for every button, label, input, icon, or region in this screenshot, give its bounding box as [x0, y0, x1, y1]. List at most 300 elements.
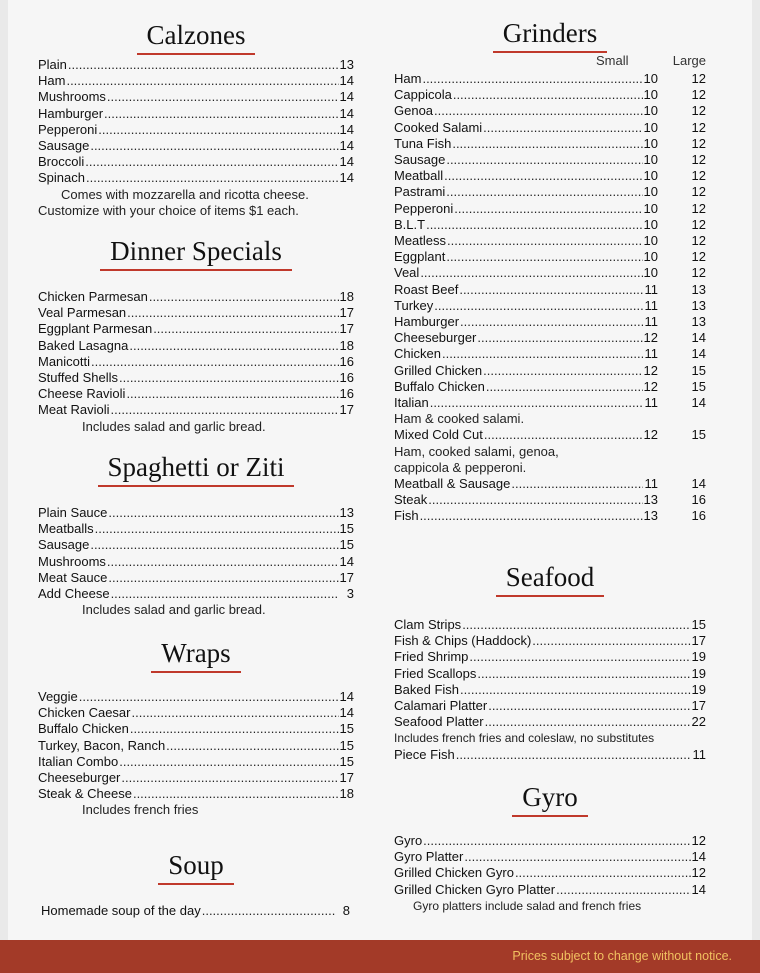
menu-item-row — [38, 570, 354, 586]
calzones-section — [38, 20, 354, 219]
dot-leader — [149, 289, 339, 305]
item-name: Meatball & Sausage — [394, 476, 511, 492]
dot-leader — [85, 154, 338, 170]
large-price: 12 — [691, 119, 706, 135]
item-price: 14 — [339, 553, 354, 569]
dot-leader — [515, 865, 691, 881]
dot-leader — [488, 698, 690, 714]
large-price: 12 — [691, 135, 706, 151]
gyro-section — [394, 782, 706, 914]
item-price: 14 — [339, 89, 354, 105]
menu-item-row — [394, 492, 706, 508]
small-price: 13 — [643, 508, 658, 524]
small-price: 10 — [643, 184, 658, 200]
menu-item-row — [38, 122, 354, 138]
dot-leader — [202, 903, 335, 919]
dot-leader — [511, 476, 643, 492]
item-name: Fried Scallops — [394, 665, 477, 681]
item-price: 19 — [691, 649, 706, 665]
small-price: 10 — [643, 152, 658, 168]
dot-leader — [95, 521, 339, 537]
dot-leader — [464, 849, 690, 865]
dot-leader — [133, 786, 339, 802]
dot-leader — [446, 152, 642, 168]
item-name: Sausage — [38, 537, 90, 553]
dot-leader — [454, 201, 642, 217]
item-name: Cheeseburger — [38, 770, 121, 786]
menu-item-row — [394, 508, 706, 524]
piece-fish-row — [394, 747, 706, 763]
mixed-cold-cut-row — [394, 427, 706, 443]
small-price: 10 — [643, 233, 658, 249]
dot-leader — [121, 770, 338, 786]
dot-leader — [430, 395, 643, 411]
menu-item-row — [394, 649, 706, 665]
item-name: Meatballs — [38, 521, 94, 537]
small-price: 10 — [643, 200, 658, 216]
large-price: 12 — [691, 152, 706, 168]
menu-item-row — [38, 305, 354, 321]
dot-leader — [469, 649, 690, 665]
grinders-size-header — [394, 53, 706, 69]
dot-leader — [442, 346, 643, 362]
item-price: 17 — [339, 569, 354, 585]
dot-leader — [556, 882, 690, 898]
dot-leader — [434, 103, 642, 119]
dot-leader — [98, 122, 338, 138]
spaghetti-heading: Spaghetti or Ziti — [38, 452, 354, 487]
item-price: 11 — [692, 746, 706, 762]
item-name: Veal — [394, 265, 420, 281]
menu-item-row — [394, 849, 706, 865]
small-price: 12 — [643, 330, 658, 346]
italian-note: Ham & cooked salami. — [394, 411, 525, 427]
item-price: 15 — [339, 537, 354, 553]
item-name: Fish — [394, 508, 419, 524]
large-price: 12 — [691, 249, 706, 265]
large-price: 13 — [691, 281, 706, 297]
dot-leader — [484, 427, 643, 443]
dot-leader — [452, 136, 642, 152]
menu-item-row — [394, 136, 706, 152]
large-price: 13 — [691, 314, 706, 330]
item-name: Grilled Chicken Gyro Platter — [394, 881, 556, 897]
footer-notice: Prices subject to change without notice. — [512, 949, 732, 963]
dot-leader — [108, 505, 338, 521]
item-price: 16 — [339, 386, 354, 402]
menu-item-row — [394, 346, 706, 362]
menu-item-row — [394, 476, 706, 492]
small-price: 10 — [643, 216, 658, 232]
large-price: 12 — [691, 87, 706, 103]
menu-item-row — [394, 882, 706, 898]
small-price: 11 — [644, 395, 658, 411]
dot-leader — [91, 354, 339, 370]
calzones-note-2: Customize with your choice of items $1 each. — [38, 202, 299, 218]
menu-item-row — [394, 282, 706, 298]
item-price: 18 — [339, 786, 354, 802]
menu-item-row — [394, 233, 706, 249]
dot-leader — [486, 379, 643, 395]
item-name: Turkey, Bacon, Ranch — [38, 737, 166, 753]
item-name: Pepperoni — [38, 121, 98, 137]
small-price: 10 — [643, 71, 658, 86]
menu-item-row — [41, 903, 350, 919]
menu-item-row — [394, 168, 706, 184]
item-price: 3 — [346, 586, 354, 602]
menu-item-row — [38, 370, 354, 386]
item-name: Grilled Chicken — [394, 362, 483, 378]
large-price: 12 — [691, 233, 706, 249]
item-price: 19 — [691, 681, 706, 697]
small-price: 12 — [643, 362, 658, 378]
dot-leader — [428, 492, 642, 508]
dot-leader — [126, 386, 338, 402]
grinders-heading: Grinders — [394, 18, 706, 53]
small-price: 11 — [644, 314, 658, 330]
item-name: Italian — [394, 395, 429, 411]
menu-item-row — [394, 71, 706, 87]
menu-item-row — [394, 152, 706, 168]
menu-item-row — [394, 395, 706, 411]
dot-leader — [434, 298, 643, 314]
dot-leader — [420, 265, 642, 281]
menu-item-row — [394, 379, 706, 395]
wraps-heading: Wraps — [38, 638, 354, 673]
item-name: Buffalo Chicken — [38, 721, 129, 737]
menu-item-row — [394, 330, 706, 346]
item-price: 17 — [339, 305, 354, 321]
dot-leader — [483, 363, 642, 379]
item-name: Gyro — [394, 833, 423, 848]
item-price: 18 — [339, 337, 354, 353]
item-name: Baked Fish — [394, 681, 460, 697]
item-price: 15 — [691, 617, 706, 632]
menu-item-row — [38, 554, 354, 570]
menu-item-row — [38, 106, 354, 122]
spaghetti-note: Includes salad and garlic bread. — [82, 602, 266, 618]
dot-leader — [119, 370, 339, 386]
item-price: 19 — [691, 665, 706, 681]
item-name: Meatless — [394, 233, 447, 249]
item-name: Mixed Cold Cut — [394, 427, 483, 443]
item-name: Add Cheese — [38, 586, 110, 602]
large-size-label: Large — [672, 53, 706, 68]
menu-item-row — [38, 505, 354, 521]
item-price: 15 — [339, 753, 354, 769]
small-price: 11 — [644, 346, 658, 362]
item-name: Buffalo Chicken — [394, 378, 485, 394]
item-price: 22 — [691, 714, 706, 730]
menu-item-row — [38, 689, 354, 705]
menu-item-row — [38, 73, 354, 89]
footer-bar — [0, 940, 760, 973]
dot-leader — [444, 168, 642, 184]
dinner-specials-list — [38, 289, 354, 419]
item-name: Meatball — [394, 168, 444, 184]
menu-item-row — [38, 521, 354, 537]
item-price: 15 — [339, 721, 354, 737]
item-name: Clam Strips — [394, 617, 462, 632]
gyro-note: Gyro platters include salad and french fries — [413, 898, 642, 913]
small-price: 10 — [643, 249, 658, 265]
dot-leader — [477, 330, 642, 346]
item-price: 8 — [342, 903, 350, 918]
grinders-section — [394, 18, 706, 525]
menu-item-row — [394, 833, 706, 849]
dot-leader — [532, 633, 690, 649]
item-name: Meat Ravioli — [38, 402, 110, 418]
item-name: B.L.T — [394, 216, 426, 232]
item-price: 15 — [339, 737, 354, 753]
item-name: Eggplant — [394, 249, 446, 265]
item-name: Cooked Salami — [394, 119, 483, 135]
item-name: Italian Combo — [38, 753, 119, 769]
menu-item-row — [394, 103, 706, 119]
spaghetti-list — [38, 505, 354, 602]
large-price: 15 — [691, 427, 706, 443]
grinders-list — [394, 71, 706, 411]
calzones-note-1: Comes with mozzarella and ricotta cheese. — [61, 186, 309, 202]
dot-leader — [423, 833, 690, 849]
menu-item-row — [38, 754, 354, 770]
menu-item-row — [394, 666, 706, 682]
item-name: Fish & Chips (Haddock) — [394, 633, 532, 649]
dot-leader — [130, 721, 339, 737]
small-price: 10 — [643, 135, 658, 151]
menu-item-row — [38, 289, 354, 305]
menu-item-row — [394, 427, 706, 443]
dot-leader — [459, 282, 643, 298]
item-name: Steak & Cheese — [38, 786, 132, 802]
menu-item-row — [394, 865, 706, 881]
menu-item-row — [394, 87, 706, 103]
soup-list — [38, 903, 354, 919]
item-name: Turkey — [394, 297, 434, 313]
dot-leader — [422, 71, 642, 87]
dot-leader — [90, 537, 338, 553]
item-price: 14 — [339, 105, 354, 121]
dot-leader — [107, 89, 339, 105]
item-price: 13 — [339, 57, 354, 72]
menu-item-row — [394, 714, 706, 730]
dot-leader — [127, 305, 338, 321]
dot-leader — [68, 57, 339, 73]
menu-item-row — [38, 354, 354, 370]
menu-item-row — [394, 314, 706, 330]
dot-leader — [477, 666, 690, 682]
item-price: 17 — [339, 321, 354, 337]
small-price: 12 — [643, 378, 658, 394]
menu-item-row — [394, 617, 706, 633]
dot-leader — [90, 138, 338, 154]
item-name: Ham — [38, 73, 66, 89]
item-price: 14 — [691, 881, 706, 897]
dinner-specials-heading: Dinner Specials — [38, 236, 354, 271]
item-price: 12 — [691, 865, 706, 881]
menu-item-row — [38, 170, 354, 186]
menu-item-row — [394, 249, 706, 265]
dot-leader — [460, 314, 643, 330]
gyro-heading: Gyro — [394, 782, 706, 817]
dot-leader — [111, 586, 339, 602]
item-price: 12 — [691, 833, 706, 848]
wraps-section — [38, 638, 354, 819]
small-price: 10 — [643, 87, 658, 103]
seafood-note: Includes french fries and coleslaw, no substitutes — [394, 731, 655, 746]
menu-item-row — [38, 721, 354, 737]
dot-leader — [456, 747, 691, 763]
item-name: Mushrooms — [38, 553, 106, 569]
dot-leader — [483, 120, 642, 136]
mixed-note-2: cappicola & pepperoni. — [394, 459, 527, 475]
menu-item-row — [394, 217, 706, 233]
menu-item-row — [394, 698, 706, 714]
menu-item-row — [38, 537, 354, 553]
gyro-list — [394, 833, 706, 898]
menu-item-row — [38, 738, 354, 754]
item-name: Eggplant Parmesan — [38, 321, 153, 337]
menu-item-row — [38, 57, 354, 73]
dot-leader — [446, 249, 642, 265]
item-name: Cheeseburger — [394, 330, 477, 346]
item-price: 14 — [339, 154, 354, 170]
large-price: 15 — [691, 362, 706, 378]
item-name: Baked Lasagna — [38, 337, 129, 353]
soup-section — [38, 850, 354, 919]
item-price: 14 — [339, 689, 354, 704]
item-name: Cappicola — [394, 87, 452, 103]
dot-leader — [426, 217, 642, 233]
dot-leader — [462, 617, 690, 633]
item-name: Steak — [394, 492, 428, 508]
menu-item-row — [38, 770, 354, 786]
dot-leader — [111, 402, 339, 418]
item-name: Plain Sauce — [38, 505, 108, 520]
item-name: Cheese Ravioli — [38, 386, 126, 402]
menu-item-row — [394, 120, 706, 136]
menu-item-row — [38, 89, 354, 105]
dot-leader — [86, 170, 339, 186]
soup-heading: Soup — [38, 850, 354, 885]
item-name: Mushrooms — [38, 89, 106, 105]
item-price: 18 — [339, 289, 354, 304]
dot-leader — [108, 570, 338, 586]
menu-item-row — [38, 321, 354, 337]
small-price: 10 — [643, 168, 658, 184]
small-price: 12 — [643, 427, 658, 443]
dot-leader — [104, 106, 339, 122]
small-price: 11 — [644, 281, 658, 297]
dot-leader — [453, 87, 643, 103]
large-price: 15 — [691, 378, 706, 394]
wraps-note: Includes french fries — [82, 802, 199, 818]
item-name: Homemade soup of the day — [41, 903, 201, 918]
dot-leader — [447, 233, 643, 249]
item-price: 14 — [339, 138, 354, 154]
menu-item-row — [394, 265, 706, 281]
item-name: Veggie — [38, 689, 78, 704]
dot-leader — [79, 689, 339, 705]
item-price: 17 — [691, 698, 706, 714]
menu-item-row — [394, 184, 706, 200]
large-price: 12 — [691, 184, 706, 200]
item-name: Ham — [394, 71, 422, 86]
item-price: 14 — [691, 849, 706, 865]
item-price: 14 — [339, 705, 354, 721]
menu-item-row — [394, 633, 706, 649]
item-name: Calamari Platter — [394, 698, 488, 714]
menu-item-row — [394, 363, 706, 379]
dot-leader — [166, 738, 338, 754]
large-price: 13 — [691, 297, 706, 313]
dot-leader — [420, 508, 643, 524]
large-price: 12 — [691, 265, 706, 281]
mixed-note-1: Ham, cooked salami, genoa, — [394, 443, 559, 459]
small-price: 13 — [643, 492, 658, 508]
dot-leader — [460, 682, 690, 698]
item-price: 14 — [339, 170, 354, 186]
menu-item-row — [394, 201, 706, 217]
item-name: Tuna Fish — [394, 135, 452, 151]
large-price: 16 — [691, 492, 706, 508]
item-price: 13 — [339, 505, 354, 520]
item-name: Meat Sauce — [38, 569, 108, 585]
menu-item-row — [394, 682, 706, 698]
item-name: Broccoli — [38, 154, 85, 170]
item-name: Veal Parmesan — [38, 305, 127, 321]
item-name: Gyro Platter — [394, 849, 464, 865]
calzones-list — [38, 57, 354, 187]
grinders-list-2 — [394, 476, 706, 525]
dot-leader — [129, 338, 338, 354]
large-price: 14 — [691, 346, 706, 362]
item-name: Chicken — [394, 346, 441, 362]
item-name: Piece Fish — [394, 746, 455, 762]
item-price: 14 — [339, 121, 354, 137]
item-name: Hamburger — [38, 105, 104, 121]
item-name: Seafood Platter — [394, 714, 484, 730]
spaghetti-section — [38, 452, 354, 618]
item-price: 17 — [339, 402, 354, 418]
item-name: Spinach — [38, 170, 85, 186]
seafood-list — [394, 617, 706, 730]
dinner-specials-note: Includes salad and garlic bread. — [82, 418, 266, 434]
item-name: Manicotti — [38, 353, 91, 369]
dot-leader — [107, 554, 339, 570]
small-size-label: Small — [596, 53, 629, 68]
dot-leader — [485, 714, 691, 730]
seafood-section — [394, 562, 706, 763]
small-price: 11 — [644, 297, 658, 313]
large-price: 14 — [691, 476, 706, 492]
dot-leader — [153, 321, 338, 337]
item-price: 14 — [339, 73, 354, 89]
menu-item-row — [38, 402, 354, 418]
menu-item-row — [38, 705, 354, 721]
menu-item-row — [394, 298, 706, 314]
small-price: 10 — [643, 119, 658, 135]
menu-item-row — [38, 138, 354, 154]
dot-leader — [66, 73, 338, 89]
item-name: Chicken Parmesan — [38, 289, 148, 304]
menu-item-row — [38, 786, 354, 802]
small-price: 10 — [643, 265, 658, 281]
item-name: Hamburger — [394, 314, 460, 330]
calzones-heading: Calzones — [38, 20, 354, 55]
dot-leader — [446, 184, 642, 200]
item-price: 16 — [339, 353, 354, 369]
